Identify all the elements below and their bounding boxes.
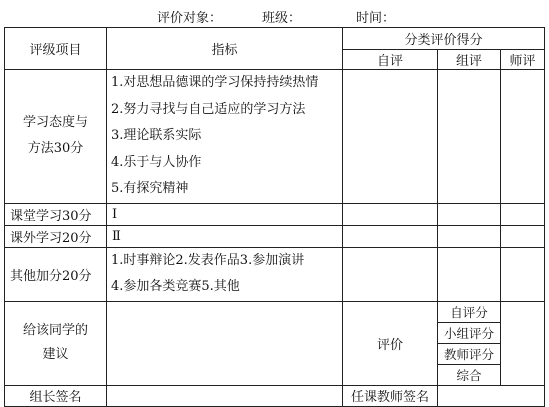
- teacher-signature-label: 任课教师签名: [343, 385, 438, 406]
- sub-item-self-score: 自评分: [438, 301, 501, 322]
- teacher-signature-cell[interactable]: [438, 385, 545, 406]
- column-header-item: 评级项目: [5, 28, 107, 70]
- bonus-teacher-score-cell[interactable]: [501, 247, 545, 301]
- row-label-attitude: [5, 70, 107, 204]
- indicator-item: 4.乐于与人协作: [111, 154, 202, 170]
- classroom-teacher-score-cell[interactable]: [501, 203, 545, 225]
- extracurricular-group-score-cell[interactable]: [438, 225, 501, 247]
- extracurricular-teacher-score-cell[interactable]: [501, 225, 545, 247]
- column-header-group: 组评: [438, 50, 501, 70]
- bonus-group-score-cell[interactable]: [438, 247, 501, 301]
- bonus-indicator-line2: 4.参加各类竞赛5.其他: [111, 279, 240, 294]
- evaluation-object-label: 评价对象：: [157, 11, 223, 26]
- attitude-group-score-cell[interactable]: [438, 70, 501, 204]
- attitude-indicators: [107, 70, 343, 204]
- indicator-item: 3.理论联系实际: [111, 128, 202, 143]
- evaluation-table: [4, 27, 545, 407]
- class-label: 班级：: [262, 11, 302, 26]
- attitude-teacher-score-cell[interactable]: [501, 70, 545, 204]
- column-header-teacher: 师评: [501, 50, 545, 70]
- group-leader-signature-label: 组长签名: [5, 385, 107, 406]
- indicator-item: 5.有探究精神: [111, 181, 189, 196]
- group-leader-signature-cell[interactable]: [107, 385, 343, 406]
- bonus-self-score-cell[interactable]: [343, 247, 438, 301]
- indicator-item: 1.对思想品德课的学习保持持续热情: [111, 75, 319, 90]
- bonus-indicators: [107, 247, 343, 301]
- classroom-group-score-cell[interactable]: [438, 203, 501, 225]
- column-header-self: 自评: [343, 50, 438, 70]
- sub-item-overall: 综合: [438, 364, 501, 385]
- row-label-suggestion-line1: 给该同学的: [22, 323, 88, 338]
- extracurricular-indicator: Ⅱ: [107, 225, 343, 247]
- attitude-self-score-cell[interactable]: [343, 70, 438, 204]
- row-label-suggestion: [5, 301, 107, 385]
- column-header-score-group: 分类评价得分: [343, 28, 545, 50]
- indicator-item: 2.努力寻找与自己适应的学习方法: [111, 101, 306, 117]
- extracurricular-self-score-cell[interactable]: [343, 225, 438, 247]
- classroom-self-score-cell[interactable]: [343, 203, 438, 225]
- time-label: 时间：: [356, 11, 396, 26]
- row-label-bonus: 其他加分20分: [5, 247, 107, 301]
- row-label-classroom: 课堂学习30分: [5, 203, 107, 225]
- suggestion-score-cell[interactable]: [501, 301, 545, 385]
- row-label-attitude-line1: 学习态度与: [22, 115, 88, 131]
- classroom-indicator: Ⅰ: [107, 203, 343, 225]
- bonus-indicator-line1: 1.时事辩论2.发表作品3.参加演讲: [111, 252, 305, 268]
- form-header: [0, 4, 549, 26]
- sub-item-teacher-score: 教师评分: [438, 343, 501, 364]
- row-label-attitude-line2: 方法30分: [27, 141, 84, 157]
- suggestion-text-area[interactable]: [107, 301, 343, 385]
- evaluation-label: 评价: [343, 301, 438, 385]
- sub-item-group-score: 小组评分: [438, 322, 501, 343]
- column-header-indicator: 指标: [107, 28, 343, 70]
- row-label-extracurricular: 课外学习20分: [5, 225, 107, 247]
- row-label-suggestion-line2: 建议: [42, 347, 69, 362]
